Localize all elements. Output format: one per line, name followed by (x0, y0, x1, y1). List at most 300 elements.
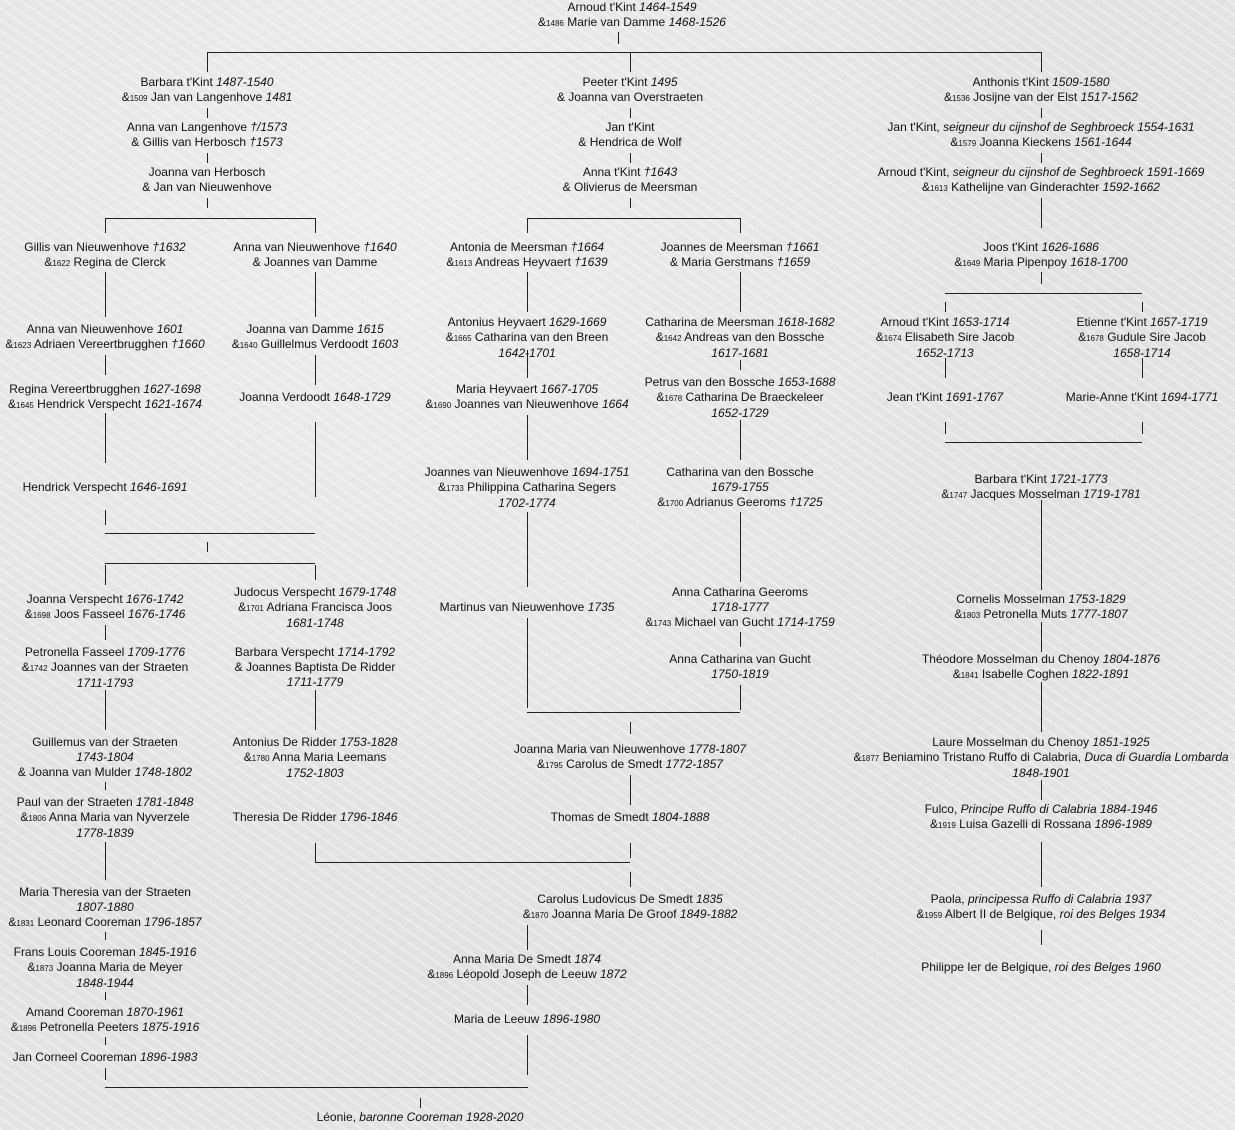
person-line (454, 1012, 600, 1027)
person-line (235, 660, 396, 675)
person-fulco (925, 802, 1158, 833)
name-text: Antonius De Ridder (232, 735, 340, 749)
person-line (954, 240, 1127, 255)
connector-line (105, 842, 106, 880)
connector-line (630, 775, 631, 805)
name-text: & (922, 180, 931, 194)
person-anna-gucht (669, 652, 810, 682)
name-text: Arnoud t'Kint (880, 315, 953, 329)
connector-line (105, 932, 106, 940)
person-antonia (446, 240, 607, 271)
name-text: & (425, 397, 434, 411)
connector-line (315, 272, 316, 317)
person-line (523, 907, 738, 923)
dates-text: 1896-1989 (1094, 817, 1152, 831)
name-text: & (657, 495, 666, 509)
person-line (232, 322, 399, 337)
person-anna-nieuw2 (5, 322, 204, 353)
name-text: Petronella Muts (980, 607, 1071, 621)
dates-text: 1822-1891 (1071, 667, 1130, 681)
dates-text: principessa Ruffo di Calabria 1937 (967, 892, 1152, 906)
dates-text: 1495 (650, 75, 678, 89)
marriage-year: 1701 (246, 604, 264, 613)
name-text: Anna van Langenhove (126, 120, 251, 134)
name-text: & (941, 487, 950, 501)
dates-text: †1664 (570, 240, 605, 254)
name-text: Joanna Maria de Meyer (53, 960, 183, 974)
dates-text: 1777-1807 (1070, 607, 1128, 621)
person-maria-heyvaert (425, 382, 628, 413)
connector-line (740, 632, 741, 647)
person-marie-anne (1066, 390, 1218, 405)
person-line (446, 240, 607, 255)
person-line (232, 337, 399, 353)
dates-text: 1652-1713 (916, 346, 974, 360)
person-arnoud-1653 (876, 315, 1015, 361)
marriage-year: 1698 (32, 611, 51, 620)
marriage-year: 1959 (924, 911, 943, 920)
dates-text: roi des Belges 1934 (1059, 907, 1166, 921)
name-text: Jan van Langenhove (147, 90, 266, 104)
person-barbara-1721 (941, 472, 1140, 503)
name-text: Maria de Leeuw (453, 1012, 543, 1026)
connector-line (1041, 108, 1042, 118)
dates-text: 1601 (156, 322, 184, 336)
person-joanna-verdoodt (239, 390, 390, 405)
name-text: Catharina De Braeckeleer (682, 390, 824, 404)
person-line (142, 165, 271, 180)
dates-text: 1657-1719 (1150, 315, 1208, 329)
connector-line (1041, 930, 1042, 945)
marriage-year: 1649 (962, 259, 981, 268)
person-line (234, 600, 396, 616)
dates-text: 1748-1802 (134, 765, 193, 779)
person-anthonis (944, 75, 1138, 106)
dates-text: 1753-1829 (1068, 592, 1126, 606)
person-arnoud-seigneur (878, 165, 1205, 196)
person-joanna-verspecht (25, 592, 186, 623)
person-maria-leeuw (454, 1012, 600, 1027)
person-line (234, 585, 396, 600)
name-text: Frans Louis Cooreman (13, 945, 139, 959)
marriage-year: 1733 (446, 484, 464, 493)
person-theresia (233, 810, 398, 825)
name-text: Thomas de Smedt (550, 810, 652, 824)
dates-text: 1711-1779 (286, 675, 344, 689)
dates-text: 1711-1793 (76, 676, 134, 690)
dates-text: 1714-1792 (337, 645, 396, 659)
name-text: & (27, 960, 36, 974)
person-line (645, 585, 834, 600)
dates-text: 1648-1729 (333, 390, 391, 404)
person-maria-theresia (8, 885, 201, 931)
dates-text: †1573 (249, 135, 283, 149)
marriage-year: 1613 (930, 184, 948, 193)
name-text: & (538, 15, 547, 29)
person-anna-maria-smedt (427, 952, 626, 983)
name-text: Andreas van den Bossche (681, 330, 825, 344)
person-line (239, 390, 390, 405)
person-martinus (440, 600, 615, 615)
dates-text: 1626-1686 (1041, 240, 1099, 254)
person-anna-nieuw (233, 240, 396, 270)
dates-text: 1561-1644 (1074, 135, 1132, 149)
person-line (127, 120, 287, 135)
name-text: Joannes de Meersman (660, 240, 787, 254)
name-text: Antonia de Meersman (449, 240, 571, 254)
name-text: Luisa Gazelli di Rossana (955, 817, 1095, 831)
person-line (446, 330, 609, 346)
dates-text: 1621-1674 (144, 397, 202, 411)
connector-line (1041, 153, 1042, 163)
name-text: Guillemus van der Straeten (32, 735, 178, 749)
dates-text: †1640 (363, 240, 397, 254)
person-root (538, 0, 726, 31)
person-line (22, 660, 189, 676)
name-text: Beniamino Tristano Ruffo di Calabria, (879, 750, 1085, 764)
name-text: & (231, 337, 240, 351)
marriage-year: 1877 (861, 754, 880, 763)
person-line (645, 330, 834, 346)
name-text: Regina de Clerck (70, 255, 166, 269)
dates-text: †1632 (152, 240, 186, 254)
name-text: & (916, 907, 925, 921)
connector-line (1041, 500, 1042, 590)
person-antonius-heyvaert (446, 315, 609, 361)
connector-line (207, 198, 208, 208)
dates-text: 1743-1804 (76, 750, 134, 764)
name-text: & (243, 750, 252, 764)
person-line (887, 120, 1194, 135)
connector-line (945, 422, 946, 434)
person-thomas (551, 810, 710, 825)
person-philippe (921, 960, 1161, 975)
person-amand (11, 1005, 200, 1036)
name-text: & (10, 1020, 19, 1034)
person-line (538, 0, 726, 15)
dates-text: seigneur du cijnshof de Seghbroeck 1591-1669 (952, 165, 1205, 179)
name-text: & (20, 810, 29, 824)
name-text: & (44, 255, 53, 269)
person-line (235, 645, 396, 660)
connector-line (740, 218, 741, 233)
person-line (1076, 330, 1207, 346)
person-line (661, 255, 820, 270)
name-text: Amand Cooreman (25, 1005, 127, 1019)
name-text: Carolus de Smedt (562, 757, 666, 771)
person-line (661, 240, 820, 255)
person-peeter (557, 75, 703, 105)
person-line (24, 255, 185, 271)
person-line (233, 255, 396, 270)
dates-text: †1661 (786, 240, 820, 254)
person-line (954, 592, 1127, 607)
dates-text: 1618-1682 (777, 315, 835, 329)
person-line (25, 592, 186, 607)
dates-text: 1681-1748 (286, 616, 344, 630)
name-text: Adrianus Geeroms (683, 495, 790, 509)
connector-line (630, 52, 631, 72)
connector-line (945, 442, 1142, 443)
dates-text: 1849-1882 (679, 907, 738, 921)
name-text: Barbara Verspecht (234, 645, 338, 659)
name-text: Anna t'Kint (582, 165, 644, 179)
name-text: Catharina van den Bossche (666, 465, 814, 479)
person-line (446, 315, 609, 330)
name-text: Elisabeth Sire Jacob (901, 330, 1015, 344)
name-text: & (8, 915, 17, 929)
dates-text: 1676-1742 (126, 592, 184, 606)
person-line (922, 667, 1160, 683)
name-text: Paul van der Straeten (16, 795, 137, 809)
person-petronella (22, 645, 189, 691)
name-text: Jan Corneel Cooreman (12, 1050, 141, 1064)
dates-text: 1694-1771 (1160, 390, 1219, 404)
person-line (657, 480, 822, 495)
connector-line (630, 108, 631, 118)
connector-line (105, 355, 106, 375)
name-text: Joannes van Nieuwenhove (451, 397, 602, 411)
dates-text: 1714-1759 (777, 615, 835, 629)
name-text: & Maria Gerstmans (669, 255, 777, 269)
dates-text: 1468-1526 (668, 15, 726, 29)
person-line (14, 960, 197, 976)
dates-text: baronne Cooreman 1928-2020 (359, 1110, 524, 1124)
person-petrus (645, 375, 836, 421)
name-text: Josijne van der Elst (969, 90, 1081, 104)
person-cornelis (954, 592, 1127, 623)
person-line (925, 817, 1158, 833)
name-text: Joanna Verspecht (26, 592, 127, 606)
dates-text: 1618-1700 (1070, 255, 1128, 269)
dates-text: 1702-1774 (498, 496, 556, 510)
name-text: Philippe Ier de Belgique, (921, 960, 1055, 974)
dates-text: 1896-1980 (542, 1012, 601, 1026)
person-line (5, 322, 204, 337)
person-line (916, 907, 1165, 923)
name-text: & (954, 607, 963, 621)
name-text: Hendrick Verspecht (33, 397, 145, 411)
connector-line (527, 985, 528, 1005)
dates-text: 1718-1777 (711, 600, 769, 614)
name-text: & (930, 817, 939, 831)
connector-line (1041, 198, 1042, 228)
name-text: Joannes van der Straeten (47, 660, 189, 674)
name-text: Isabelle Coghen (978, 667, 1072, 681)
person-line (425, 465, 630, 480)
name-text: Anna Maria van Nyverzele (46, 810, 190, 824)
marriage-year: 1678 (1086, 334, 1104, 343)
name-text: Jean t'Kint (886, 390, 946, 404)
name-text: & Gillis van Herbosch (131, 135, 250, 149)
person-line (8, 382, 202, 397)
person-line (645, 600, 834, 615)
connector-line (207, 542, 208, 552)
person-line (557, 75, 703, 90)
dates-text: 1804-1876 (1102, 652, 1161, 666)
name-text: & (24, 607, 33, 621)
name-text: Anna Catharina van Gucht (669, 652, 811, 666)
name-text: & Joanna van Overstraeten (556, 90, 704, 104)
connector-line (945, 302, 946, 312)
name-text: Joos t'Kint (983, 240, 1042, 254)
connector-line (105, 510, 106, 525)
connector-line (105, 1068, 106, 1080)
connector-line (105, 272, 106, 317)
dates-text: Principe Ruffo di Calabria 1884-1946 (960, 802, 1158, 816)
name-text: Adriaen Vereertbrugghen (31, 337, 172, 351)
person-line (425, 496, 630, 511)
person-jean (887, 390, 1003, 405)
dates-text: 1778-1839 (76, 826, 134, 840)
person-line (8, 915, 201, 931)
marriage-year: 1743 (653, 619, 672, 628)
dates-text: 1481 (265, 90, 293, 104)
person-barbara (122, 75, 293, 106)
marriage-year: 1919 (938, 821, 956, 830)
person-joannes-nieuw (425, 465, 630, 511)
name-text: Theresia De Ridder (232, 810, 340, 824)
dates-text: 1676-1746 (127, 607, 186, 621)
dates-text: 1719-1781 (1083, 487, 1141, 501)
name-text: & Joannes Baptista De Ridder (234, 660, 396, 674)
connector-line (527, 712, 740, 713)
marriage-year: 1806 (28, 814, 47, 823)
person-theodore (922, 652, 1160, 683)
person-line (557, 90, 703, 105)
dates-text: 1874 (574, 952, 602, 966)
dates-text: 1772-1857 (665, 757, 723, 771)
name-text: & (121, 90, 130, 104)
connector-line (207, 153, 208, 163)
connector-line (945, 293, 1142, 294)
name-text: Cornelis Mosselman (956, 592, 1069, 606)
dates-text: 1679-1748 (338, 585, 397, 599)
name-text: Joanna van Herbosch (148, 165, 266, 179)
connector-line (527, 218, 740, 219)
person-line (645, 346, 834, 361)
person-line (921, 960, 1161, 975)
marriage-year: 1896 (18, 1024, 37, 1033)
person-line (853, 766, 1228, 781)
dates-text: 1629-1669 (548, 315, 607, 329)
connector-line (630, 872, 631, 887)
person-line (233, 240, 396, 255)
marriage-year: 1678 (664, 394, 683, 403)
connector-line (315, 690, 316, 730)
name-text: & (655, 330, 664, 344)
person-line (5, 337, 204, 353)
person-line (14, 945, 197, 960)
connector-line (740, 420, 741, 460)
person-line (11, 1020, 200, 1036)
name-text: Joos Fasseel (50, 607, 128, 621)
person-line (1076, 315, 1207, 330)
marriage-year: 1896 (435, 971, 454, 980)
dates-text: 1796-1846 (340, 810, 398, 824)
person-line (853, 735, 1228, 750)
marriage-year: 1486 (546, 19, 564, 28)
person-anna-tkint (563, 165, 698, 195)
connector-line (105, 218, 315, 219)
name-text: Arnoud t'Kint, (877, 165, 953, 179)
name-text: Joanna van Damme (246, 322, 358, 336)
name-text: Judocus Verspecht (233, 585, 339, 599)
marriage-year: 1622 (52, 259, 71, 268)
marriage-year: 1841 (960, 671, 979, 680)
connector-line (105, 690, 106, 730)
person-line (440, 600, 615, 615)
name-text: Anna van Nieuwenhove (233, 240, 364, 254)
connector-line (105, 413, 106, 463)
connector-line (207, 52, 208, 72)
name-text: & (954, 255, 963, 269)
person-line (233, 766, 398, 781)
dates-text: 1807-1880 (76, 900, 134, 914)
name-text: & (438, 480, 447, 494)
person-line (24, 240, 185, 255)
name-text: Carolus Ludovicus De Smedt (537, 892, 697, 906)
person-line (235, 675, 396, 690)
dates-text: 1642-1701 (498, 346, 556, 360)
name-text: Kathelijne van Ginderachter (947, 180, 1103, 194)
name-text: Jan t'Kint (605, 120, 655, 134)
connector-line (945, 358, 946, 378)
marriage-year: 1536 (952, 94, 970, 103)
dates-text: seigneur du cijnshof de Seghbroeck 1554-1631 (943, 120, 1195, 134)
connector-line (527, 415, 528, 460)
dates-text: 1753-1828 (340, 735, 398, 749)
name-text: Joanna Maria van Nieuwenhove (513, 742, 689, 756)
person-line (657, 465, 822, 480)
dates-text: 1709-1776 (127, 645, 186, 659)
person-line (941, 487, 1140, 503)
person-judocus (234, 585, 396, 631)
person-line (425, 480, 630, 496)
name-text: Regina Vereertbrugghen (9, 382, 144, 396)
person-anna-langenhove (127, 120, 287, 150)
dates-text: 1592-1662 (1102, 180, 1160, 194)
dates-text: 1679-1755 (711, 480, 769, 494)
name-text: Albert II de Belgique, (942, 907, 1060, 921)
person-regina (8, 382, 202, 413)
person-antonius-ridder (233, 735, 398, 781)
name-text: Marie-Anne t'Kint (1065, 390, 1161, 404)
connector-line (630, 843, 631, 858)
dates-text: 1875-1916 (141, 1020, 200, 1034)
name-text: Adriana Francisca Joos (263, 600, 392, 614)
person-line (234, 616, 396, 631)
person-line (17, 795, 194, 810)
person-barbara-vers (235, 645, 396, 690)
name-text: Gillis van Nieuwenhove (24, 240, 153, 254)
name-text: Petronella Fasseel (24, 645, 128, 659)
name-text: Philippina Catharina Segers (463, 480, 616, 494)
connector-line (315, 862, 630, 863)
person-joos (954, 240, 1127, 271)
name-text: Leonard Cooreman (34, 915, 145, 929)
dates-text: 1721-1773 (1050, 472, 1108, 486)
dates-text: 1653-1688 (778, 375, 836, 389)
connector-line (315, 843, 316, 863)
person-paul (17, 795, 194, 841)
person-catharina-meersman (645, 315, 834, 361)
person-hendrick (23, 480, 188, 495)
person-line (563, 165, 698, 180)
dates-text: 1517-1562 (1080, 90, 1138, 104)
dates-text: 1658-1714 (1113, 346, 1171, 360)
dates-text: †1660 (171, 337, 205, 351)
